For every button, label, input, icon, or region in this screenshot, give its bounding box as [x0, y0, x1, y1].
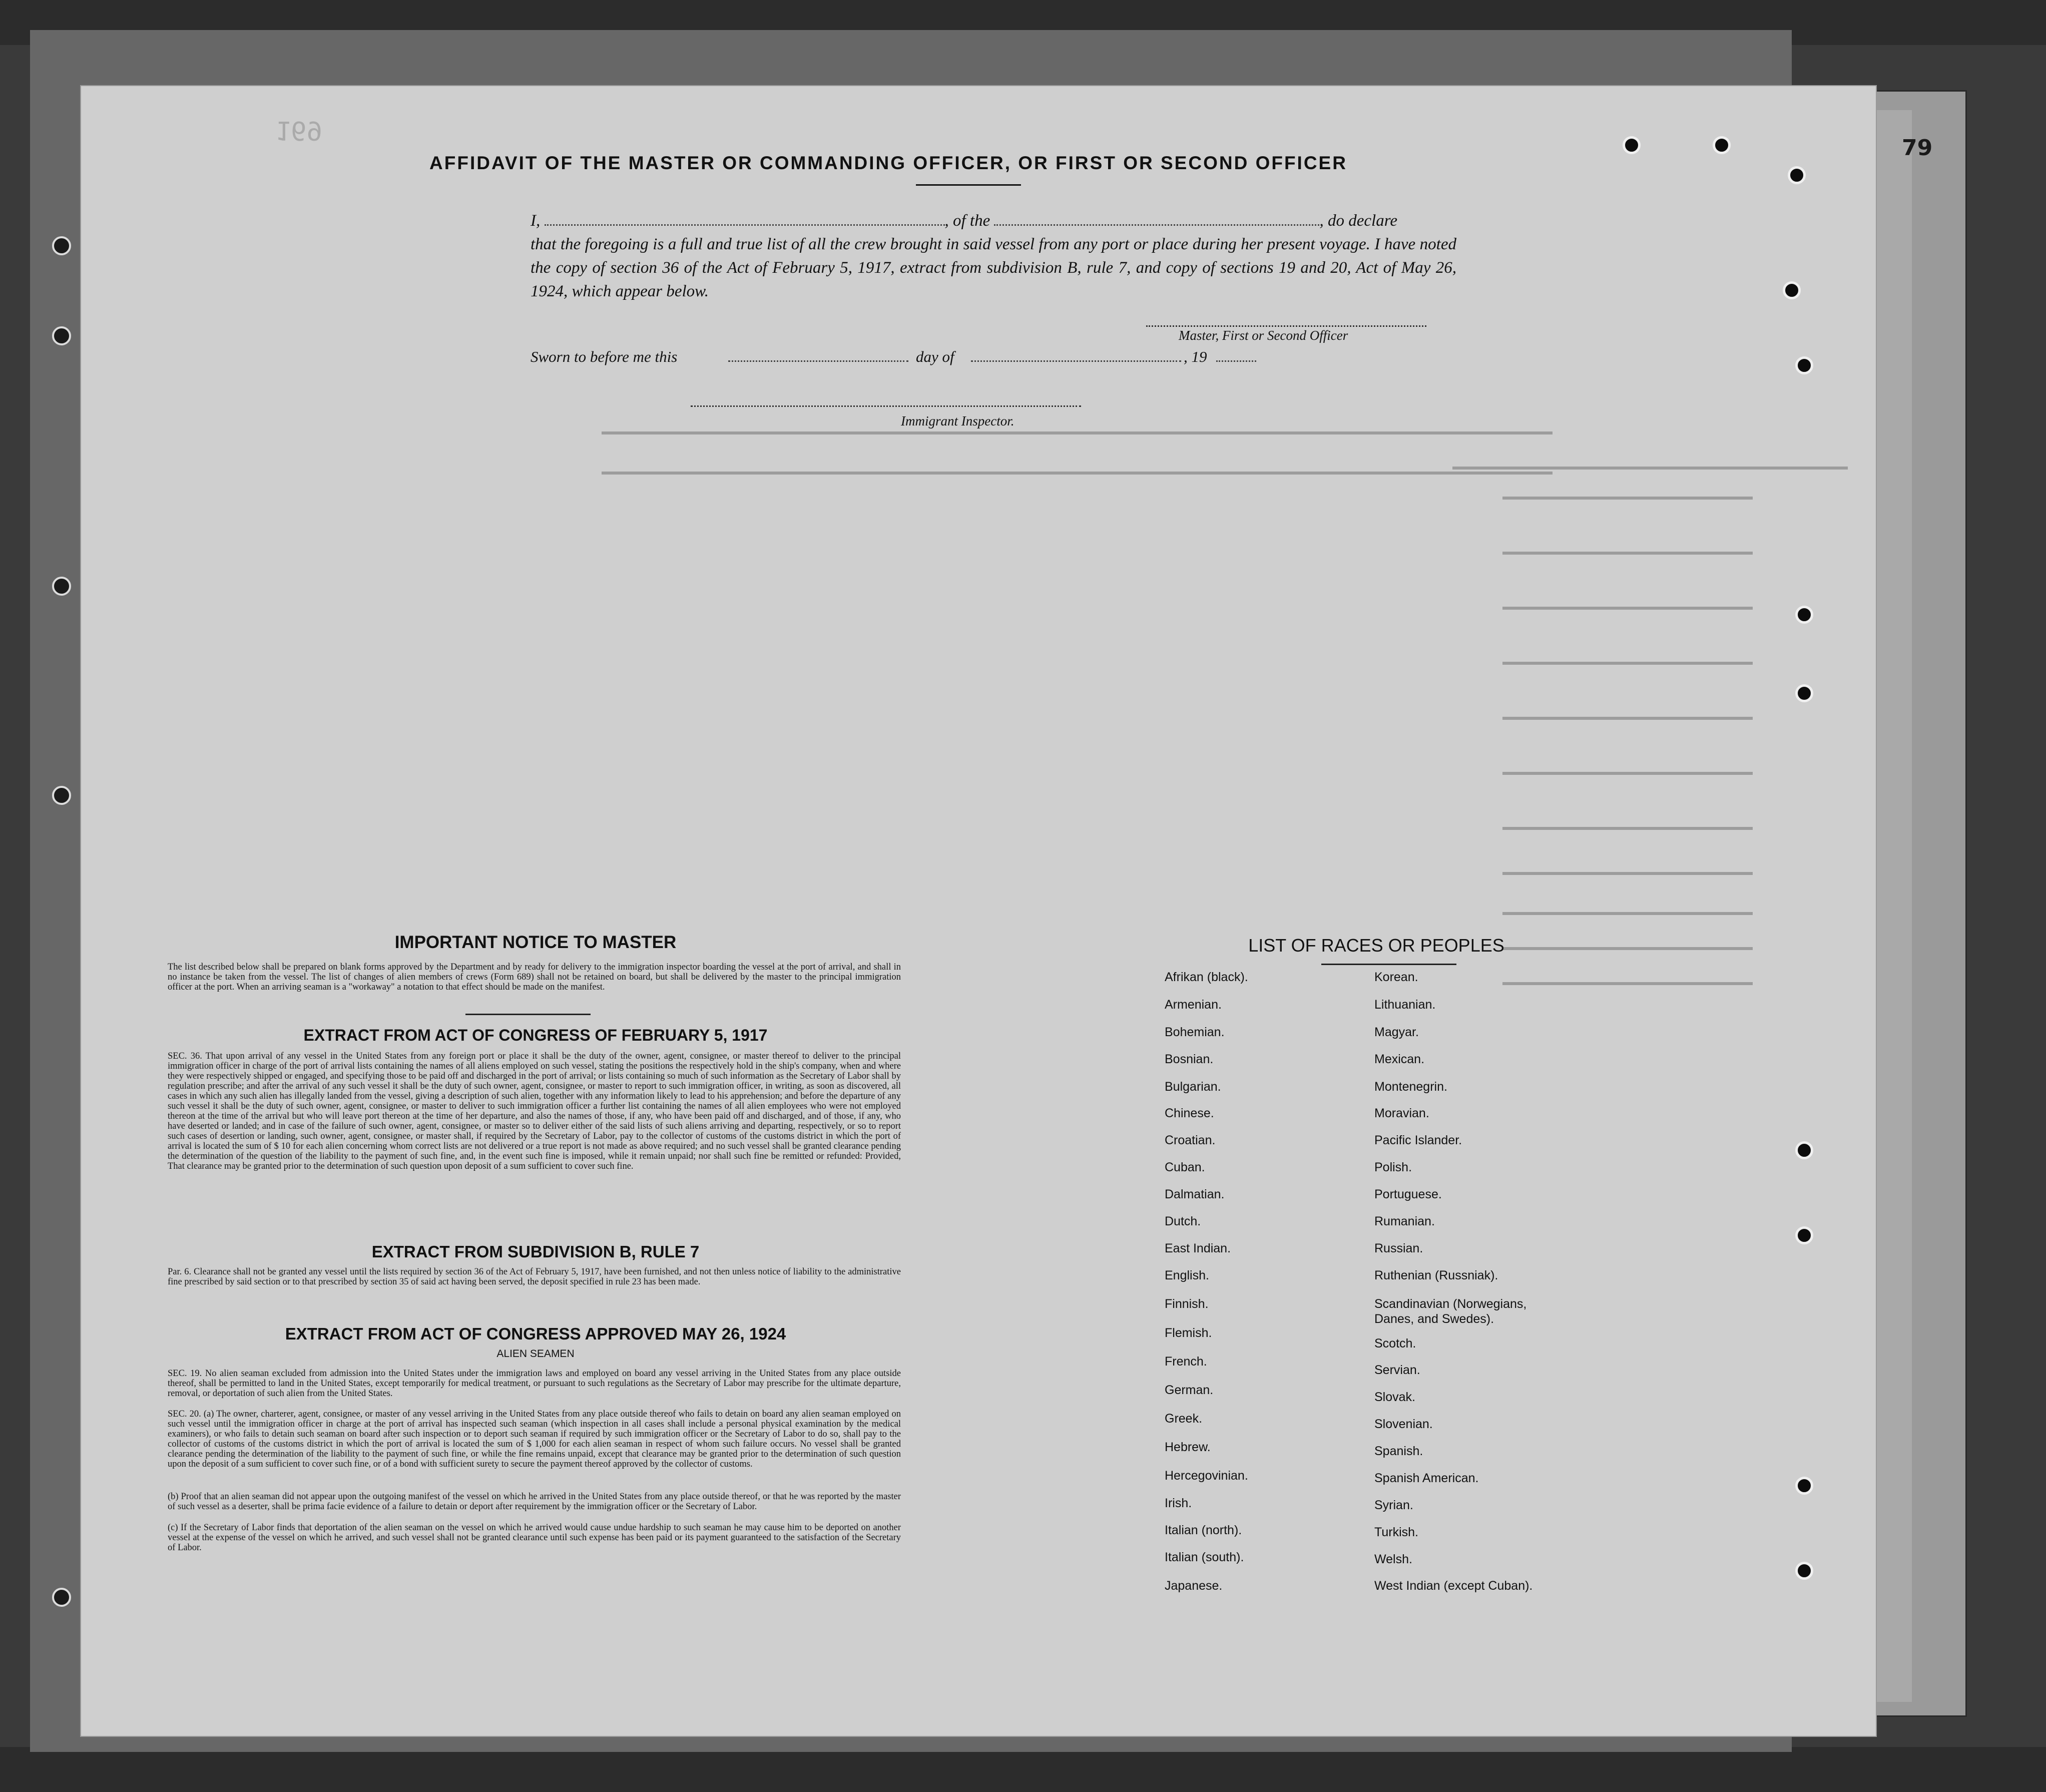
race-item: Croatian.: [1165, 1133, 1216, 1147]
affidavit-body: [531, 209, 1456, 303]
race-item: Moravian.: [1374, 1106, 1429, 1120]
race-item: Cuban.: [1165, 1160, 1205, 1174]
inspector-signature-line[interactable]: [691, 405, 1081, 407]
punch-hole: [1795, 356, 1813, 374]
extract-1924-title: EXTRACT FROM ACT OF CONGRESS APPROVED MAY 26, 1924: [285, 1324, 786, 1343]
bleed-through-mark: [1502, 912, 1753, 915]
race-item: Welsh.: [1374, 1552, 1412, 1566]
race-item: Magyar.: [1374, 1025, 1419, 1039]
extract-1917-title: EXTRACT FROM ACT OF CONGRESS OF FEBRUARY 5, 1917: [303, 1026, 768, 1044]
sworn-month-field[interactable]: [971, 348, 1181, 362]
race-item: Scandinavian (Norwegians,: [1374, 1297, 1527, 1311]
race-item: Scotch.: [1374, 1336, 1416, 1351]
race-item: Spanish American.: [1374, 1471, 1479, 1485]
race-item: Bohemian.: [1165, 1025, 1225, 1039]
scan-edge-bottom: [0, 1747, 2046, 1792]
punch-hole: [1795, 684, 1813, 702]
extract-1924-sec20b: (b) Proof that an alien seaman did not appear upon the outgoing manifest of the vessel on which he arrived in the United States from any place outside thereof, or that he was reported by the master of such vessel as a deserter, shall be prima facie evidence of a failure to detain or deport after requirement by the immigration officer or the Secretary of Labor.: [168, 1492, 901, 1512]
punch-hole: [1623, 136, 1641, 154]
section-divider: [465, 1014, 591, 1015]
race-item: Japanese.: [1165, 1579, 1223, 1593]
master-signature-line[interactable]: [1146, 325, 1426, 327]
sworn-day-field[interactable]: [728, 348, 908, 362]
punch-hole: [1788, 166, 1806, 184]
sworn-label: Sworn to before me this: [531, 348, 678, 365]
race-item: Lithuanian.: [1374, 998, 1436, 1012]
master-signature-caption: Master, First or Second Officer: [1179, 328, 1348, 343]
race-item: Korean.: [1374, 970, 1418, 984]
race-item: Servian.: [1374, 1363, 1420, 1377]
punch-hole: [1795, 1141, 1813, 1159]
race-item: Italian (south).: [1165, 1550, 1244, 1564]
punch-hole: [1795, 1562, 1813, 1580]
race-item: English.: [1165, 1268, 1209, 1282]
punch-hole: [52, 326, 71, 345]
bleed-through-mark: [1452, 467, 1848, 470]
punch-hole: [1795, 1477, 1813, 1495]
race-item: Pacific Islander.: [1374, 1133, 1462, 1147]
declaration-line: [531, 209, 1456, 233]
race-item: Slovak.: [1374, 1390, 1415, 1404]
race-item: Portuguese.: [1374, 1187, 1442, 1201]
declaration-text: that the foregoing is a full and true list of all the crew brought in said vessel from any port or place during her present voyage. I have noted the copy of section 36 of the Act of February 5, 1917, extract from subdivision B, rule 7, and copy of sections 19 and 20, Act of May 26, 1924, which appear below.: [531, 235, 1456, 300]
notice-body: The list described below shall be prepared on blank forms approved by the Department and by ready for delivery to the immigration inspector boarding the vessel at the port of arrival, and shall in no instance be taken from the vessel. The list of changes of alien members of crews (Form 689) shall not be retained on board, but shall be delivered by the master to the principal immigration officer at the port. When an arriving seaman is a "workaway" a notation to that effect should be made on the manifest.: [168, 962, 901, 992]
punch-hole: [52, 1588, 71, 1607]
corner-page-number: 79: [1902, 135, 1933, 161]
race-item: Ruthenian (Russniak).: [1374, 1268, 1498, 1282]
punch-hole: [52, 236, 71, 255]
race-item: French.: [1165, 1355, 1207, 1369]
race-item: Montenegrin.: [1374, 1080, 1447, 1094]
extract-rule7-body: Par. 6. Clearance shall not be granted any vessel until the lists required by section 36 of the Act of February 5, 1917, have been furnished, and not then unless notice of liability to the administrative fine prescribed by said section or to that prescribed by section 35 of said act having been served, the deposit specified in rule 23 has been made.: [168, 1267, 901, 1287]
race-item: Hercegovinian.: [1165, 1469, 1248, 1483]
bleed-through-mark: [1502, 497, 1753, 500]
extract-rule7-title: EXTRACT FROM SUBDIVISION B, RULE 7: [371, 1242, 700, 1261]
race-item: Polish.: [1374, 1160, 1412, 1174]
faded-page-number: 169: [275, 115, 322, 145]
race-item: Armenian.: [1165, 998, 1222, 1012]
race-item: Turkish.: [1374, 1525, 1418, 1539]
affidavit-title: AFFIDAVIT OF THE MASTER OR COMMANDING OFFICER, OR FIRST OR SECOND OFFICER: [429, 153, 1347, 173]
race-item: Bosnian.: [1165, 1052, 1214, 1066]
race-item: Flemish.: [1165, 1326, 1212, 1340]
race-item: German.: [1165, 1383, 1214, 1397]
extract-1924-sec19: SEC. 19. No alien seaman excluded from admission into the United States under the immigration laws and employed on board any vessel arriving in the United States from any place outside thereof, shall be permitted to land in the United States, except temporarily for medical treatment, or pursuant to such regulations as the Secretary of Labor may prescribe for the ultimate departure, removal, or deportation of such alien from the United States.: [168, 1369, 901, 1399]
of-the-label: , of the: [944, 212, 990, 230]
bleed-through-mark: [1502, 552, 1753, 555]
document-sheet: [80, 85, 1877, 1737]
declarant-name-field[interactable]: [545, 212, 945, 226]
bleed-through-mark: [1502, 947, 1753, 950]
bleed-through-mark: [1502, 607, 1753, 610]
race-item: Spanish.: [1374, 1444, 1423, 1458]
extract-1924-sec20c: (c) If the Secretary of Labor finds that deportation of the alien seaman on the vessel on which he arrived would cause undue hardship to such seaman he may cause him to be deported on another vessel at the expense of the vessel on which he arrived, and such vessel shall not be granted clearance until such expense has been paid or its payment guaranteed to the satisfaction of the Secretary of Labor.: [168, 1523, 901, 1553]
race-item: Irish.: [1165, 1496, 1192, 1510]
bleed-through-mark: [1502, 662, 1753, 665]
race-item: Rumanian.: [1374, 1214, 1435, 1228]
notice-title: IMPORTANT NOTICE TO MASTER: [394, 933, 677, 952]
race-item: West Indian (except Cuban).: [1374, 1579, 1533, 1593]
race-item: Dutch.: [1165, 1214, 1201, 1228]
race-item: Bulgarian.: [1165, 1080, 1221, 1094]
race-item: Dalmatian.: [1165, 1187, 1225, 1201]
bleed-through-mark: [1502, 772, 1753, 775]
extract-1917-body: SEC. 36. That upon arrival of any vessel in the United States from any foreign port or place it shall be the duty of the owner, agent, consignee, or master thereof to deliver to the principal immigration officer in charge of the port of arrival lists containing the names of all aliens employed on such vessel, stating the positions the respectively hold in the ship's company, when and where they were respectively shipped or engaged, and specifying those to be paid off and discharged in the port of arrival; or lists containing so much of such information as the Secretary of Labor shall by regulation prescribe; and after the arrival of any such vessel it shall be the duty of such owner, agent, consignee, or master to report to such immigration officer, in writing, as soon as discovered, all cases in which any such alien has illegally landed from the vessel, giving a description of such alien, together with any information likely to lead to his apprehension; and before the departure of any such vessel it shall be the duty of such owner, agent, consignee, or master to deliver to such immigration officer a further list containing the names of all alien employees who were not employed thereon at the time of the arrival but who will leave port thereon at the time of her departure, and also the names of those, if any, who have been paid off and discharged, and of those, if any, who have deserted or landed; and in case of the failure of such owner, agent, consignee, or master so to deliver either of the said lists of such aliens arriving and departing, respectively, or so to report such cases of desertion or landing, such owner, agent, consignee, or master shall, if required by the Secretary of Labor, pay to the collector of customs of the customs district in which the port of arrival is located the sum of $ 10 for each alien concerning whom correct lists are not delivered or a true report is not made as above required; and no such vessel shall be granted clearance pending the determination of the question of the liability to the payment of such fine, and, in the event such fine is imposed, while it remain unpaid; nor shall such fine be remitted or refunded: Provided, That clearance may be granted prior to the determination of such question upon deposit of a sum sufficient to cover such fine.: [168, 1051, 901, 1171]
extract-1924-sec20a: SEC. 20. (a) The owner, charterer, agent, consignee, or master of any vessel arriving in the United States from any place outside thereof who fails to detain on board any alien seaman employed on such vessel until the immigration officer in charge at the port of arrival has inspected such seaman (which inspection in all cases shall include a personal physical examination by the medical examiners), or who fails to detain such seaman on board after such inspection or to deport such seaman if required by such immigration officer or the Secretary of Labor to do so, shall pay to the collector of customs of the customs district in which the port of arrival is located the sum of $ 1,000 for each alien seaman in respect of whom such failure occurs. No vessel shall be granted clearance pending the determination of the liability to the payment of such fine, or while the fine remains unpaid, except that clearance may be granted prior to the determination of such question upon the deposit of a sum sufficient to cover such fine, or of a bond with sufficient surety to secure the payment thereof approved by the collector of customs.: [168, 1409, 901, 1469]
declarant-label: I,: [531, 212, 541, 230]
race-item: Syrian.: [1374, 1498, 1413, 1512]
vessel-name-field[interactable]: [994, 212, 1319, 226]
races-title: LIST OF RACES OR PEOPLES: [1248, 935, 1504, 956]
race-item: Hebrew.: [1165, 1440, 1211, 1454]
race-item: Mexican.: [1374, 1052, 1425, 1066]
day-of-label: day of: [916, 348, 954, 365]
year-label: , 19: [1184, 348, 1207, 365]
race-item: East Indian.: [1165, 1241, 1231, 1255]
punch-hole: [1783, 281, 1801, 299]
bleed-through-mark: [1502, 982, 1753, 985]
punch-hole: [1713, 136, 1731, 154]
sworn-line: [531, 348, 1381, 373]
sworn-year-field[interactable]: [1216, 348, 1256, 362]
bleed-through-mark: [602, 472, 1553, 475]
extract-1924-subtitle: ALIEN SEAMEN: [496, 1348, 575, 1360]
bleed-through-mark: [1502, 827, 1753, 830]
race-item-continuation: Danes, and Swedes).: [1374, 1312, 1494, 1326]
races-title-divider: [1321, 964, 1456, 965]
do-declare-label: , do declare: [1319, 212, 1397, 230]
race-item: Slovenian.: [1374, 1417, 1433, 1431]
race-item: Italian (north).: [1165, 1523, 1242, 1537]
punch-hole: [52, 786, 71, 805]
bleed-through-mark: [1502, 872, 1753, 875]
bleed-through-mark: [602, 431, 1553, 434]
punch-hole: [1795, 1226, 1813, 1244]
punch-hole: [52, 577, 71, 596]
race-item: Greek.: [1165, 1412, 1203, 1426]
race-item: Finnish.: [1165, 1297, 1209, 1311]
race-item: Russian.: [1374, 1241, 1423, 1255]
title-divider: [916, 184, 1021, 186]
race-item: Chinese.: [1165, 1106, 1214, 1120]
inspector-signature-caption: Immigrant Inspector.: [901, 413, 1014, 428]
bleed-through-mark: [1502, 717, 1753, 720]
race-item: Afrikan (black).: [1165, 970, 1248, 984]
punch-hole: [1795, 606, 1813, 624]
